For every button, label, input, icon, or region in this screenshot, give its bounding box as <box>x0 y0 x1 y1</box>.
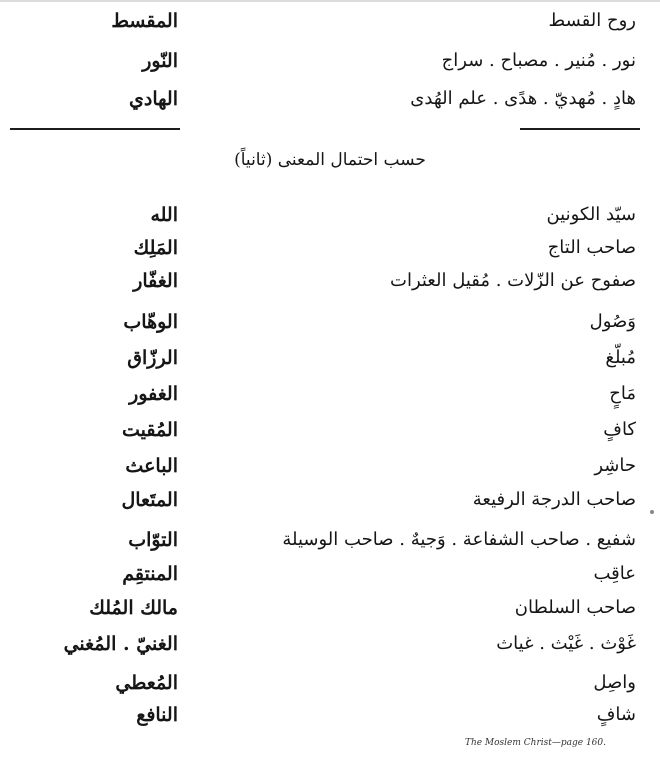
prophet-title: واصِل <box>593 672 636 693</box>
scan-top-edge <box>0 0 660 2</box>
divine-name: الرزّاق <box>127 347 178 369</box>
table-row <box>0 485 660 515</box>
divine-name: المَلِك <box>133 237 178 259</box>
divider-left <box>10 128 180 130</box>
prophet-title: نور . مُنير . مصباح . سراج <box>441 50 636 71</box>
prophet-title: غَوْث . غَيْث . غياث <box>496 633 636 654</box>
divine-name: الغفّار <box>133 270 178 292</box>
page-caption: The Moslem Christ—page 160. <box>464 738 606 748</box>
table-row <box>0 46 660 76</box>
prophet-title: صاحب الدرجة الرفيعة <box>472 489 636 510</box>
divine-name: النّور <box>142 50 178 72</box>
prophet-title: مَاحٍ <box>609 383 636 404</box>
divine-name: مالك المُلك <box>89 597 178 619</box>
prophet-title: صاحب السلطان <box>514 597 636 618</box>
prophet-title: مُبلّغ <box>605 347 636 368</box>
table-row <box>0 629 660 659</box>
prophet-title: صفوح عن الزّلات . مُقيل العثرات <box>390 270 636 291</box>
prophet-title: صاحب التاج <box>547 237 636 258</box>
divine-name: الوهّاب <box>123 311 178 333</box>
table-row <box>0 593 660 623</box>
prophet-title: سيّد الكونين <box>546 204 636 225</box>
table-row <box>0 6 660 36</box>
divine-name: الباعث <box>125 455 178 477</box>
table-row <box>0 451 660 481</box>
table-row <box>0 559 660 589</box>
divine-name: المُعطي <box>115 672 178 694</box>
table-row <box>0 668 660 698</box>
prophet-title: عاقِب <box>593 563 636 584</box>
divine-name: المقسط <box>111 10 178 32</box>
prophet-title: روح القسط <box>548 10 636 31</box>
divine-name: المتَعال <box>121 489 178 511</box>
table-row <box>0 415 660 445</box>
divine-name: النافع <box>136 704 178 726</box>
divine-name: الهادي <box>129 88 178 110</box>
prophet-title: وَصُول <box>589 311 636 332</box>
divider-right <box>520 128 640 130</box>
table-row <box>0 200 660 230</box>
table-row <box>0 700 660 730</box>
scan-speck <box>650 510 654 514</box>
divine-name: التوّاب <box>128 529 178 551</box>
prophet-title: هادٍ . مُهديّ . هدًى . علم الهُدى <box>410 88 636 109</box>
table-row <box>0 343 660 373</box>
prophet-title: حاشِر <box>594 455 636 476</box>
table-row <box>0 84 660 114</box>
divine-name: الغنيّ . المُغني <box>63 633 178 655</box>
divine-name: الغفور <box>129 383 178 405</box>
prophet-title: كافٍ <box>603 419 636 440</box>
divine-name: الله <box>150 204 178 226</box>
table-row <box>0 379 660 409</box>
prophet-title: شفيع . صاحب الشفاعة . وَجيهٌ . صاحب الوسيلة <box>282 529 636 550</box>
table-row <box>0 307 660 337</box>
table-row <box>0 266 660 296</box>
divine-name: المنتقِم <box>122 563 178 585</box>
section-heading: حسب احتمال المعنى (ثانياً) <box>234 150 426 170</box>
prophet-title: شافٍ <box>596 704 636 725</box>
table-row <box>0 525 660 555</box>
table-row <box>0 233 660 263</box>
divine-name: المُقيت <box>121 419 178 441</box>
